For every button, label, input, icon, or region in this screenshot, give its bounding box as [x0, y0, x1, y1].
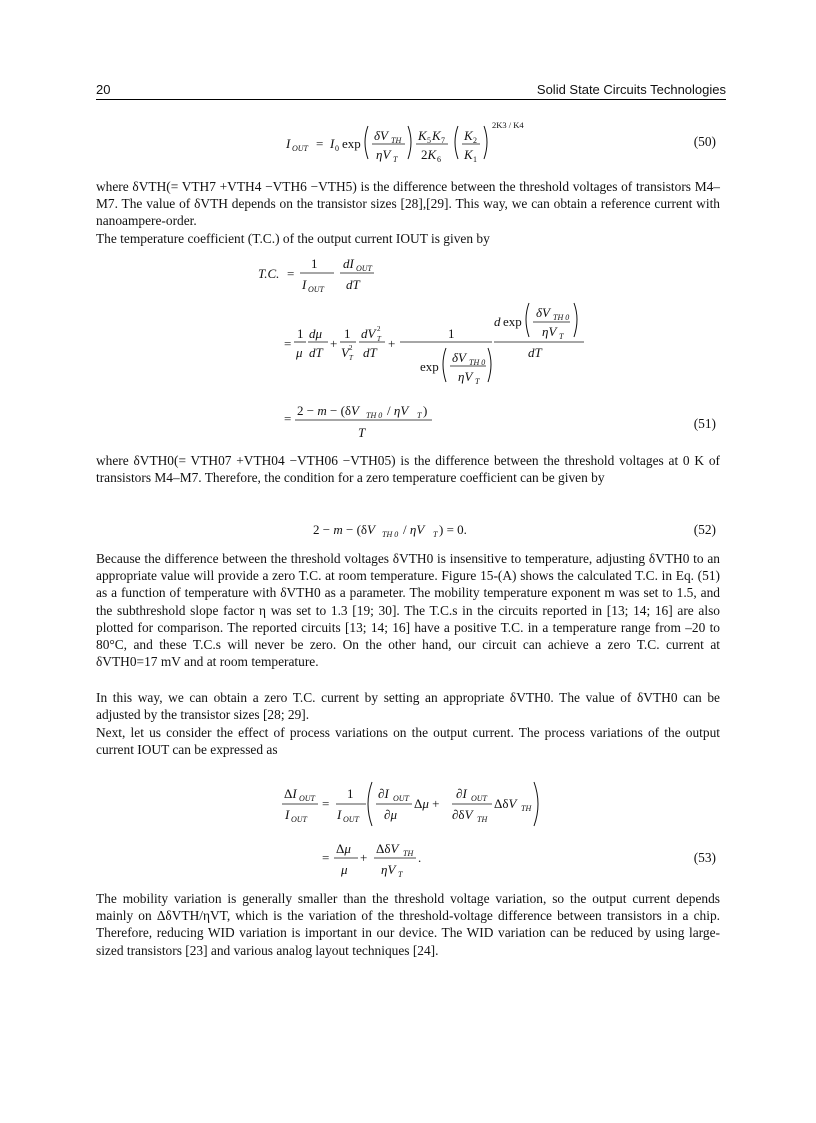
svg-text:μ: μ [341, 862, 348, 877]
paragraph-mobility-variation: The mobility variation is generally smaller than the threshold voltage variation, so the output current depends mainly on ΔδVTH/ηVT, which is the variation of the threshold-voltage difference between transistors in a chip. Therefore, reducing WID variation is important in our device. The WID variation can be reduced by using large-sized transistors [23] and various analog layout techniques [24]. [96, 891, 720, 958]
svg-text:dI: dI [343, 256, 354, 271]
paragraph-threshold-0k: where δVTH0(= VTH07 +VTH04 −VTH06 −VTH05) is the difference between the threshold voltages at 0 K of transistors M4–M7. Therefore, the condition for a zero temperature coefficient can be given by [96, 453, 720, 486]
svg-text:0: 0 [335, 144, 339, 153]
svg-text:∂δV: ∂δV [452, 807, 473, 822]
header-rule [96, 99, 726, 100]
svg-text:+: + [388, 336, 396, 351]
svg-text:∂μ: ∂μ [384, 807, 397, 822]
svg-text:=: = [322, 850, 330, 865]
svg-text:dT: dT [309, 345, 323, 360]
svg-text:∂I: ∂I [378, 786, 389, 801]
svg-text:=: = [284, 411, 292, 426]
paragraph-zero-tc-setting: In this way, we can obtain a zero T.C. current by setting an appropriate δVTH0. The value of δVTH0 can be adjusted by the transistor sizes [28; 29]. [96, 690, 720, 723]
svg-text:=: = [287, 266, 295, 281]
svg-text:Δμ +: Δμ + [414, 796, 440, 811]
svg-text:1: 1 [344, 326, 351, 341]
svg-text:TH: TH [477, 815, 488, 824]
equation-51 [96, 256, 720, 446]
svg-text:d: d [494, 314, 501, 329]
svg-text:7: 7 [441, 136, 445, 145]
svg-text:ηV: ηV [381, 862, 396, 877]
svg-text:K: K [432, 128, 441, 143]
svg-text:K: K [464, 147, 473, 162]
svg-text:dμ: dμ [309, 326, 323, 341]
svg-text:μ: μ [296, 345, 303, 360]
svg-text:I: I [286, 136, 291, 151]
running-header [96, 80, 726, 100]
svg-text:OUT: OUT [471, 794, 488, 803]
svg-text:TH: TH [391, 136, 402, 145]
svg-text:ηV: ηV [542, 324, 557, 339]
page-number: 20 [96, 82, 111, 97]
svg-text:exp: exp [503, 314, 522, 329]
paragraph-process-variation: Next, let us consider the effect of process variations on the output current. The process variations of the output current IOUT can be expressed as [96, 725, 720, 758]
svg-text:2 − m − (δV: 2 − m − (δV [297, 403, 359, 418]
svg-text:+: + [330, 336, 338, 351]
svg-text:.: . [418, 850, 422, 865]
svg-text:I: I [337, 807, 342, 822]
svg-text:1: 1 [347, 786, 354, 801]
svg-text:T: T [377, 335, 381, 343]
svg-text:6: 6 [437, 155, 441, 164]
paragraph-zero-tc-discussion: Because the difference between the threshold voltages δVTH0 is insensitive to temperature, adjusting δVTH0 to an appropriate value will provide a zero T.C. at room temperature. Figure 15-(A) shows the calculated T.C. in Eq. (51) as a function of temperature with δVTH0 as a parameter. The mobility temperature exponent m was set to 1.5, and the subthreshold slope factor η was set to 1.3 [19; 30]. The T.C.s in the circuits reported in [13; 14; 16] are also plotted for comparison. The reported circuits [13; 14; 16] have a positive T.C. in a temperature range from –20 to 80°C, and these T.C.s will never be zero. On the other hand, our circuit can achieve a zero T.C. current at δVTH0=17 mV and at room temperature. [96, 551, 720, 670]
svg-text:K: K [418, 128, 427, 143]
svg-text:1: 1 [297, 326, 304, 341]
svg-text:2: 2 [377, 325, 381, 333]
equation-53-number: (53) [693, 850, 716, 865]
svg-text:=: = [322, 796, 330, 811]
svg-text:TH 0: TH 0 [469, 358, 486, 367]
svg-text:2: 2 [473, 136, 477, 145]
svg-text:OUT: OUT [308, 285, 325, 294]
svg-text:=: = [316, 136, 324, 151]
svg-text:T: T [475, 377, 480, 386]
svg-text:δV: δV [536, 305, 550, 320]
svg-text:dT: dT [528, 345, 542, 360]
svg-text:OUT: OUT [343, 815, 360, 824]
svg-text:dT: dT [363, 345, 377, 360]
svg-text:) = 0.: ) = 0. [439, 522, 467, 537]
svg-text:1: 1 [311, 256, 318, 271]
svg-text:I: I [330, 136, 335, 151]
svg-text:ηV: ηV [458, 369, 473, 384]
svg-text:Δμ: Δμ [336, 841, 351, 856]
svg-text:TH 0: TH 0 [382, 530, 399, 539]
svg-text:δV: δV [374, 128, 388, 143]
equation-53-formula [96, 774, 720, 886]
svg-text:OUT: OUT [356, 264, 373, 273]
svg-text:TH: TH [521, 804, 532, 813]
equation-51-formula [96, 256, 720, 446]
svg-text:exp: exp [342, 136, 361, 151]
svg-text:∂I: ∂I [456, 786, 467, 801]
running-title: Solid State Circuits Technologies [536, 82, 726, 97]
svg-text:ηV: ηV [376, 147, 391, 162]
equation-50-exponent: 2K3 / K4 [492, 120, 524, 130]
svg-text:dV: dV [361, 326, 376, 341]
svg-text:I: I [285, 807, 290, 822]
svg-text:T: T [433, 530, 438, 539]
svg-text:ΔδV: ΔδV [376, 841, 399, 856]
svg-text:T: T [398, 870, 403, 879]
paragraph-tc-intro: The temperature coefficient (T.C.) of the output current IOUT is given by [96, 231, 490, 246]
svg-text:+: + [360, 850, 368, 865]
equation-53 [96, 774, 720, 886]
equation-50-formula [96, 114, 720, 170]
svg-text:K: K [464, 128, 473, 143]
svg-text:2 − m − (δV: 2 − m − (δV [313, 522, 375, 537]
svg-text:ΔI: ΔI [284, 786, 297, 801]
equation-51-number: (51) [693, 416, 716, 431]
svg-text:exp: exp [420, 359, 439, 374]
equation-52-number: (52) [693, 522, 716, 537]
svg-text:5: 5 [427, 136, 431, 145]
svg-text:=: = [284, 336, 292, 351]
svg-text:OUT: OUT [393, 794, 410, 803]
svg-text:T: T [358, 425, 366, 440]
svg-text:): ) [423, 403, 428, 418]
svg-text:2K: 2K [421, 147, 437, 162]
svg-text:T: T [417, 411, 422, 420]
equation-50-number: (50) [693, 134, 716, 149]
svg-text:TH: TH [403, 849, 414, 858]
svg-text:/ ηV: / ηV [403, 522, 425, 537]
svg-text:T: T [393, 155, 398, 164]
svg-text:dT: dT [346, 277, 360, 292]
svg-text:δV: δV [452, 350, 466, 365]
equation-52 [96, 518, 720, 542]
svg-text:TH 0: TH 0 [366, 411, 383, 420]
svg-text:/ ηV: / ηV [387, 403, 409, 418]
svg-text:TH 0: TH 0 [553, 313, 570, 322]
svg-text:T: T [349, 354, 353, 362]
svg-text:T.C.: T.C. [258, 266, 280, 281]
paragraph-threshold-definition: where δVTH(= VTH7 +VTH4 −VTH6 −VTH5) is the difference between the threshold voltages of transistors M4–M7. The value of δVTH depends on the transistor sizes [28],[29]. This way, we can obtain a reference current with nanoampere-order. [96, 179, 720, 229]
svg-text:ΔδV: ΔδV [494, 796, 517, 811]
svg-text:OUT: OUT [292, 144, 309, 153]
svg-text:OUT: OUT [299, 794, 316, 803]
svg-text:I: I [302, 277, 307, 292]
equation-50 [96, 114, 720, 170]
equation-52-formula [96, 518, 720, 542]
svg-text:2: 2 [349, 344, 353, 352]
svg-text:V: V [341, 345, 349, 360]
svg-text:T: T [559, 332, 564, 341]
svg-text:OUT: OUT [291, 815, 308, 824]
svg-text:1: 1 [473, 155, 477, 164]
svg-text:1: 1 [448, 326, 455, 341]
